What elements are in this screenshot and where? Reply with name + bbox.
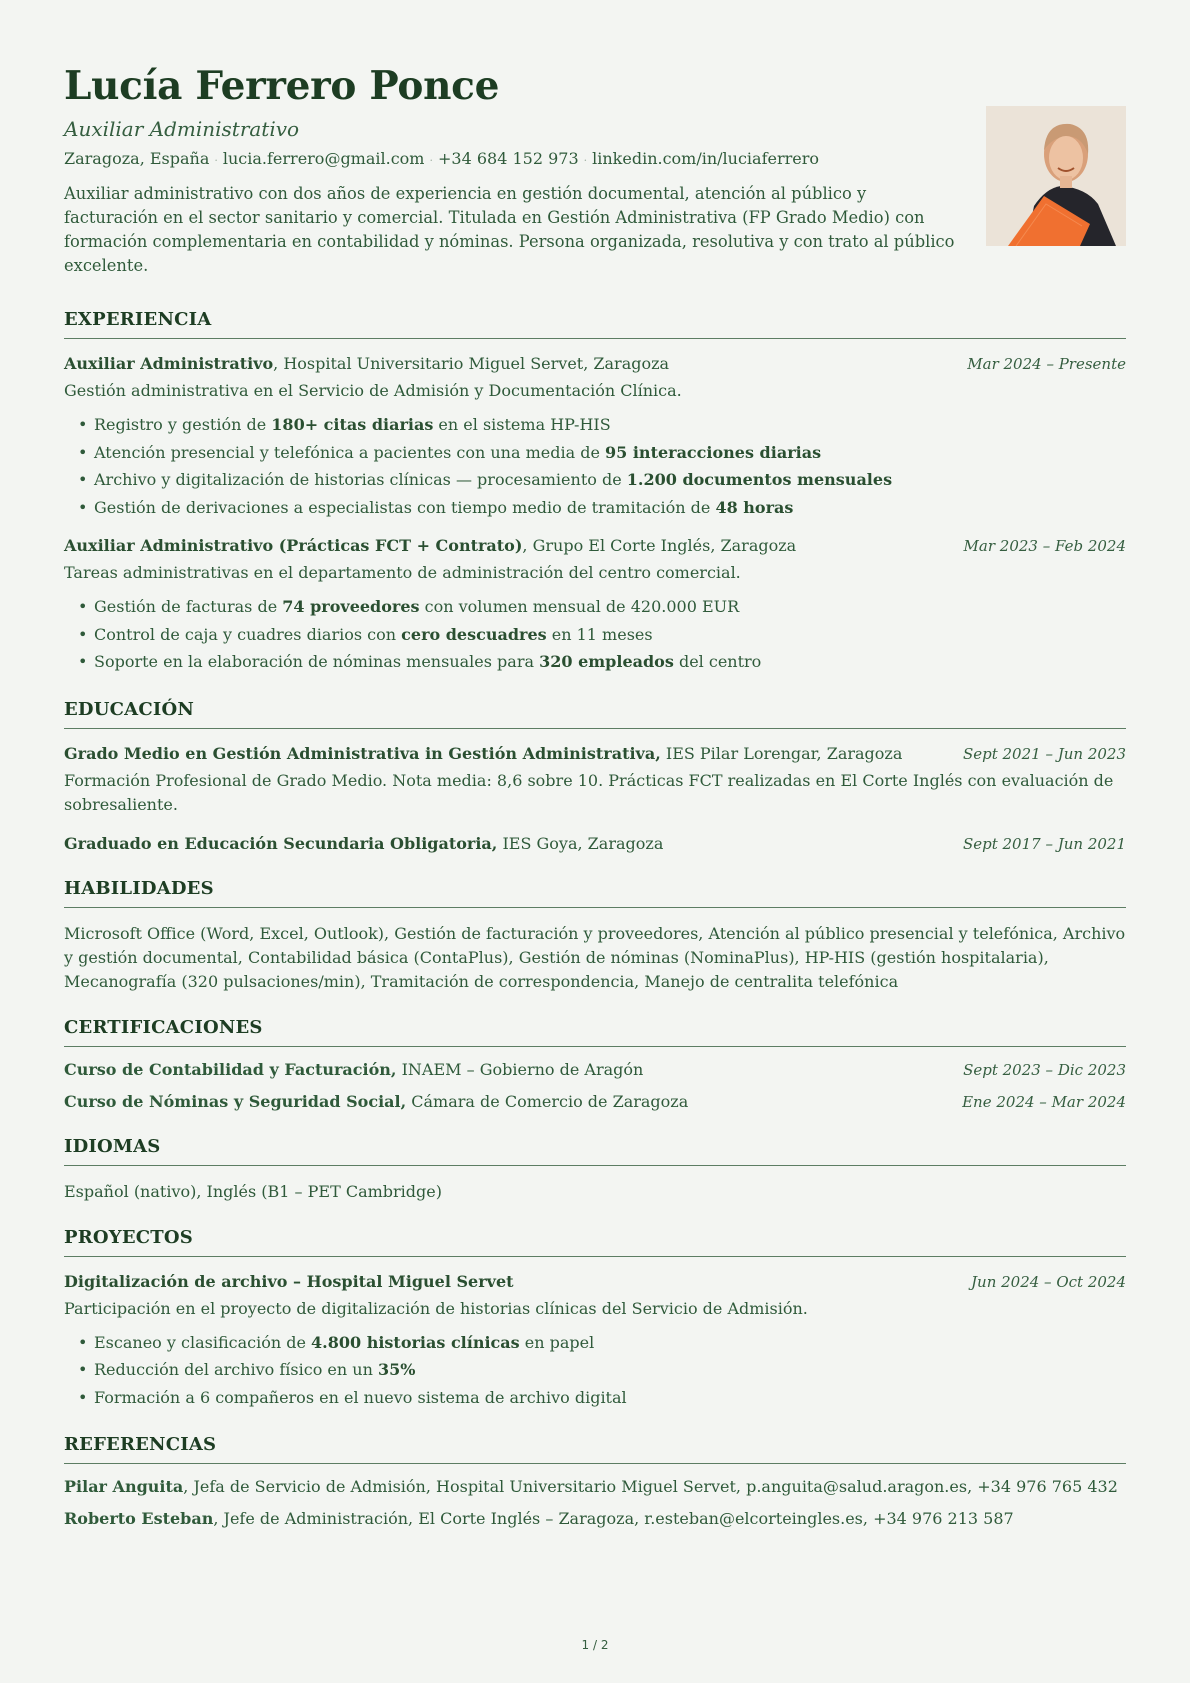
list-item: • Atención presencial y telefónica a pacientes con una media de 95 interacciones diarias (94, 439, 1126, 467)
education-date: Sept 2017 – Jun 2021 (962, 834, 1126, 853)
section-title: REFERENCIAS (64, 1433, 1126, 1464)
email-link[interactable]: lucia.ferrero@gmail.com (222, 149, 425, 168)
page-number: 1 / 2 (581, 1638, 609, 1652)
reference-name: Pilar Anguita (64, 1477, 184, 1496)
achievement-list (64, 411, 1126, 521)
projects-section (64, 1226, 1126, 1412)
separator-dot: · (429, 154, 433, 167)
linkedin-link[interactable]: linkedin.com/in/luciaferrero (592, 149, 820, 168)
certification-date: Sept 2023 – Dic 2023 (963, 1060, 1126, 1079)
reference-entry (64, 1476, 1126, 1498)
job-description: Gestión administrativa en el Servicio de Admisión y Documentación Clínica. (64, 381, 682, 400)
section-title: EXPERIENCIA (64, 308, 1126, 339)
list-item: • Control de caja y cuadres diarios con cero descuadres en 11 meses (94, 621, 1126, 649)
school-name: IES Goya, Zaragoza (497, 833, 664, 853)
languages-list: Español (nativo), Inglés (B1 – PET Cambridge) (64, 1181, 442, 1201)
reference-name: Roberto Esteban (64, 1509, 214, 1528)
profile-summary: Auxiliar administrativo con dos años de experiencia en gestión documental, atención al público y facturación en el sector sanitario y comercial. Titulada en Gestión Administrativa (FP Grado Medio) con formación complementaria en contabilidad y nóminas. Persona organizada, resolutiva y con trato al público excelente. (64, 184, 955, 275)
list-item: • Escaneo y clasificación de 4.800 historias clínicas en papel (94, 1329, 1126, 1357)
section-title: EDUCACIÓN (64, 698, 1126, 729)
certification-entry (64, 1059, 1126, 1081)
job-date: Mar 2023 – Feb 2024 (963, 537, 1126, 555)
job-org: , Hospital Universitario Miguel Servet, Zaragoza (273, 354, 670, 373)
school-name: IES Pilar Lorengar, Zaragoza (660, 743, 903, 763)
section-title: IDIOMAS (64, 1135, 1126, 1166)
project-entry (64, 1271, 1126, 1412)
project-description: Participación en el proyecto de digitalización de historias clínicas del Servicio de Admisión. (64, 1298, 808, 1318)
resume-header (64, 62, 1126, 278)
list-item: • Reducción del archivo físico en un 35% (94, 1356, 1126, 1384)
reference-entry (64, 1508, 1126, 1530)
resume-page (64, 62, 1126, 1530)
achievement-list (64, 593, 1126, 676)
certification-name: Curso de Nóminas y Seguridad Social, (64, 1091, 407, 1111)
education-entry (64, 833, 1126, 855)
separator-dot: · (214, 154, 218, 167)
project-date: Jun 2024 – Oct 2024 (971, 1272, 1126, 1291)
education-description: Formación Profesional de Grado Medio. Nota media: 8,6 sobre 10. Prácticas FCT realizadas en El Corte Inglés con evaluación de sobresaliente. (64, 770, 1114, 814)
contact-line (64, 148, 1126, 172)
certification-entry (64, 1091, 1126, 1113)
languages-section (64, 1135, 1126, 1204)
section-title: HABILIDADES (64, 877, 1126, 908)
separator-dot: · (583, 154, 588, 167)
reference-details: , Jefa de Servicio de Admisión, Hospital Universitario Miguel Servet, p.anguita@salud.aragon.es, +34 976 765 432 (183, 1477, 1118, 1496)
education-section (64, 698, 1126, 855)
experience-section (64, 308, 1126, 676)
list-item: • Formación a 6 compañeros en el nuevo sistema de archivo digital (94, 1384, 1126, 1412)
achievement-list (64, 1329, 1126, 1412)
job-title: Auxiliar Administrativo (64, 117, 300, 141)
project-name: Digitalización de archivo – Hospital Miguel Servet (64, 1271, 514, 1291)
certification-issuer: INAEM – Gobierno de Aragón (396, 1059, 644, 1079)
list-item: • Archivo y digitalización de historias clínicas — procesamiento de 1.200 documentos mensuales (94, 466, 1126, 494)
certification-issuer: Cámara de Comercio de Zaragoza (406, 1091, 689, 1111)
profile-photo (986, 106, 1126, 246)
skills-list: Microsoft Office (Word, Excel, Outlook), Gestión de facturación y proveedores, Atención al público presencial y telefónica, Archivo y gestión documental, Contabilidad básica (ContaPlus), Gestión de nóminas (NominaPlus), HP-HIS (gestión hospitalaria), Mecanografía (320 pulsaciones/min), Tramitación de correspondencia, Manejo de centralita telefónica (64, 923, 1126, 991)
job-date: Mar 2024 – Presente (967, 355, 1126, 373)
degree-name: Grado Medio en Gestión Administrativa in Gestión Administrativa, (64, 743, 661, 763)
experience-entry (64, 353, 1126, 521)
list-item: • Registro y gestión de 180+ citas diarias en el sistema HP-HIS (94, 411, 1126, 439)
list-item: • Soporte en la elaboración de nóminas mensuales para 320 empleados del centro (94, 648, 1126, 676)
reference-details: , Jefe de Administración, El Corte Inglés – Zaragoza, r.esteban@elcorteingles.es, +34 976 213 587 (213, 1509, 1014, 1528)
skills-section (64, 877, 1126, 994)
portrait-image-icon (986, 106, 1126, 246)
education-entry (64, 743, 1126, 817)
candidate-name: Lucía Ferrero Ponce (64, 63, 500, 109)
location: Zaragoza, España (64, 149, 210, 168)
job-role: Auxiliar Administrativo (64, 354, 274, 373)
experience-entry (64, 535, 1126, 676)
job-role: Auxiliar Administrativo (Prácticas FCT + Contrato) (64, 536, 523, 555)
list-item: • Gestión de derivaciones a especialistas con tiempo medio de tramitación de 48 horas (94, 494, 1126, 522)
phone: +34 684 152 973 (437, 149, 579, 168)
certifications-section (64, 1016, 1126, 1113)
section-title: PROYECTOS (64, 1226, 1126, 1257)
references-section (64, 1433, 1126, 1530)
certification-name: Curso de Contabilidad y Facturación, (64, 1059, 397, 1079)
degree-name: Graduado en Educación Secundaria Obligatoria, (64, 833, 498, 853)
certification-date: Ene 2024 – Mar 2024 (962, 1092, 1126, 1111)
job-description: Tareas administrativas en el departamento de administración del centro comercial. (64, 563, 741, 582)
section-title: CERTIFICACIONES (64, 1016, 1126, 1047)
education-date: Sept 2021 – Jun 2023 (962, 744, 1126, 763)
list-item: • Gestión de facturas de 74 proveedores con volumen mensual de 420.000 EUR (94, 593, 1126, 621)
job-org: , Grupo El Corte Inglés, Zaragoza (522, 536, 797, 555)
